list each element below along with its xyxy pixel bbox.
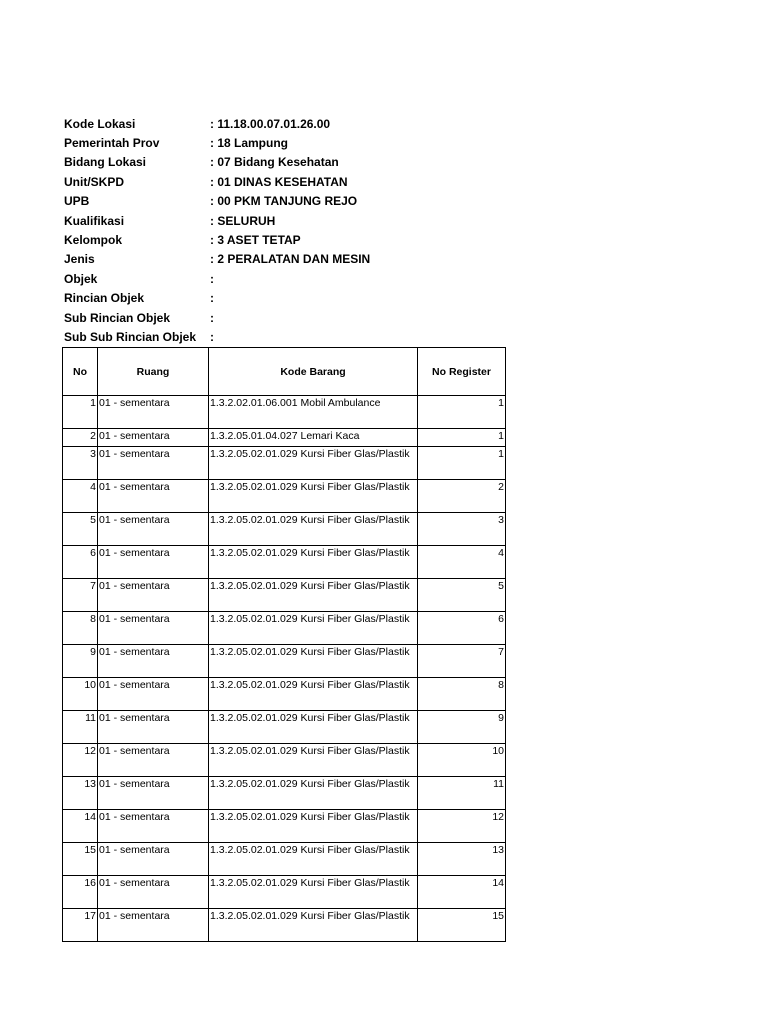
table-row (63, 447, 506, 480)
cell-kode-barang: 1.3.2.05.02.01.029 Kursi Fiber Glas/Plastik (209, 744, 418, 777)
info-row-kelompok (64, 230, 370, 249)
cell-no: 5 (63, 513, 98, 546)
info-value: : 01 DINAS KESEHATAN (210, 174, 348, 189)
cell-ruang: 01 - sementara (98, 480, 209, 513)
table-row (63, 876, 506, 909)
cell-no: 2 (63, 429, 98, 447)
cell-kode-barang: 1.3.2.05.02.01.029 Kursi Fiber Glas/Plastik (209, 777, 418, 810)
table-row (63, 777, 506, 810)
info-row-sub-rincian-objek (64, 308, 370, 327)
cell-no: 4 (63, 480, 98, 513)
cell-ruang: 01 - sementara (98, 579, 209, 612)
cell-kode-barang: 1.3.2.05.02.01.029 Kursi Fiber Glas/Plastik (209, 645, 418, 678)
table-row (63, 579, 506, 612)
cell-ruang: 01 - sementara (98, 909, 209, 942)
table-row (63, 612, 506, 645)
table-row (63, 810, 506, 843)
info-value: : (210, 310, 214, 325)
cell-no: 17 (63, 909, 98, 942)
cell-no: 14 (63, 810, 98, 843)
table-row (63, 711, 506, 744)
column-header-no-register: No Register (418, 348, 506, 396)
cell-no-register: 1 (418, 429, 506, 447)
table-row (63, 480, 506, 513)
cell-kode-barang: 1.3.2.05.02.01.029 Kursi Fiber Glas/Plastik (209, 678, 418, 711)
cell-no: 1 (63, 396, 98, 429)
table-row (63, 744, 506, 777)
info-label: Unit/SKPD (64, 174, 124, 189)
info-row-objek (64, 269, 370, 288)
info-label: Bidang Lokasi (64, 155, 147, 170)
cell-kode-barang: 1.3.2.05.02.01.029 Kursi Fiber Glas/Plastik (209, 711, 418, 744)
cell-kode-barang: 1.3.2.05.02.01.029 Kursi Fiber Glas/Plastik (209, 909, 418, 942)
info-label: Kualifikasi (64, 213, 125, 228)
cell-no: 13 (63, 777, 98, 810)
cell-kode-barang: 1.3.2.05.02.01.029 Kursi Fiber Glas/Plastik (209, 810, 418, 843)
cell-no: 7 (63, 579, 98, 612)
table-row (63, 909, 506, 942)
table-row (63, 429, 506, 447)
info-label: Objek (64, 271, 98, 286)
info-label: Kode Lokasi (64, 116, 136, 131)
cell-ruang: 01 - sementara (98, 711, 209, 744)
cell-no-register: 13 (418, 843, 506, 876)
cell-kode-barang: 1.3.2.05.02.01.029 Kursi Fiber Glas/Plastik (209, 447, 418, 480)
cell-kode-barang: 1.3.2.05.02.01.029 Kursi Fiber Glas/Plastik (209, 612, 418, 645)
cell-no: 16 (63, 876, 98, 909)
info-value: : 18 Lampung (210, 136, 289, 151)
info-row-bidang-lokasi (64, 153, 370, 172)
info-label: Kelompok (64, 233, 123, 248)
cell-kode-barang: 1.3.2.02.01.06.001 Mobil Ambulance (209, 396, 418, 429)
info-row-rincian-objek (64, 289, 370, 308)
cell-no-register: 3 (418, 513, 506, 546)
cell-no-register: 8 (418, 678, 506, 711)
cell-no: 10 (63, 678, 98, 711)
cell-no: 3 (63, 447, 98, 480)
cell-kode-barang: 1.3.2.05.02.01.029 Kursi Fiber Glas/Plastik (209, 876, 418, 909)
cell-ruang: 01 - sementara (98, 546, 209, 579)
cell-ruang: 01 - sementara (98, 645, 209, 678)
info-value: : 2 PERALATAN DAN MESIN (210, 252, 371, 267)
info-row-unit-skpd (64, 172, 370, 191)
info-label: Sub Rincian Objek (64, 310, 171, 325)
cell-ruang: 01 - sementara (98, 810, 209, 843)
cell-kode-barang: 1.3.2.05.02.01.029 Kursi Fiber Glas/Plastik (209, 546, 418, 579)
table-row (63, 396, 506, 429)
table-row (63, 678, 506, 711)
cell-no: 6 (63, 546, 98, 579)
info-value: : SELURUH (210, 213, 276, 228)
table-row (63, 513, 506, 546)
cell-no-register: 6 (418, 612, 506, 645)
cell-no: 9 (63, 645, 98, 678)
info-row-sub-sub-rincian-objek (64, 327, 370, 346)
table-row (63, 843, 506, 876)
cell-no-register: 15 (418, 909, 506, 942)
cell-no-register: 9 (418, 711, 506, 744)
info-value: : (210, 291, 214, 306)
info-value: : 00 PKM TANJUNG REJO (210, 194, 358, 209)
cell-ruang: 01 - sementara (98, 396, 209, 429)
cell-no-register: 4 (418, 546, 506, 579)
table-row (63, 645, 506, 678)
info-value: : 3 ASET TETAP (210, 233, 301, 248)
cell-ruang: 01 - sementara (98, 843, 209, 876)
info-label: Sub Sub Rincian Objek (64, 329, 197, 344)
cell-ruang: 01 - sementara (98, 744, 209, 777)
cell-ruang: 01 - sementara (98, 429, 209, 447)
cell-kode-barang: 1.3.2.05.02.01.029 Kursi Fiber Glas/Plastik (209, 843, 418, 876)
inventory-table (62, 347, 506, 942)
table-row (63, 546, 506, 579)
cell-no: 11 (63, 711, 98, 744)
column-header-ruang: Ruang (98, 348, 209, 396)
column-header-no: No (63, 348, 98, 396)
cell-no-register: 14 (418, 876, 506, 909)
info-value: : (210, 271, 214, 286)
cell-no-register: 1 (418, 396, 506, 429)
info-label: UPB (64, 194, 90, 209)
info-row-pemerintah-prov (64, 133, 370, 152)
cell-ruang: 01 - sementara (98, 777, 209, 810)
info-row-kualifikasi (64, 211, 370, 230)
info-row-jenis (64, 250, 370, 269)
cell-no: 8 (63, 612, 98, 645)
cell-no-register: 1 (418, 447, 506, 480)
column-header-kode-barang: Kode Barang (209, 348, 418, 396)
cell-no: 12 (63, 744, 98, 777)
cell-kode-barang: 1.3.2.05.02.01.029 Kursi Fiber Glas/Plastik (209, 579, 418, 612)
cell-no-register: 12 (418, 810, 506, 843)
cell-no-register: 5 (418, 579, 506, 612)
info-label: Rincian Objek (64, 291, 145, 306)
cell-ruang: 01 - sementara (98, 678, 209, 711)
cell-no-register: 2 (418, 480, 506, 513)
cell-no: 15 (63, 843, 98, 876)
cell-kode-barang: 1.3.2.05.02.01.029 Kursi Fiber Glas/Plastik (209, 480, 418, 513)
cell-ruang: 01 - sementara (98, 876, 209, 909)
cell-ruang: 01 - sementara (98, 513, 209, 546)
info-label: Pemerintah Prov (64, 136, 160, 151)
info-label: Jenis (64, 252, 95, 267)
info-value: : (210, 329, 214, 344)
cell-ruang: 01 - sementara (98, 612, 209, 645)
table-header-row (63, 348, 506, 396)
cell-kode-barang: 1.3.2.05.01.04.027 Lemari Kaca (209, 429, 418, 447)
cell-no-register: 7 (418, 645, 506, 678)
cell-kode-barang: 1.3.2.05.02.01.029 Kursi Fiber Glas/Plastik (209, 513, 418, 546)
info-row-upb (64, 192, 370, 211)
cell-no-register: 10 (418, 744, 506, 777)
cell-ruang: 01 - sementara (98, 447, 209, 480)
document-header-info (64, 114, 370, 347)
info-value: : 11.18.00.07.01.26.00 (210, 116, 331, 131)
info-row-kode-lokasi (64, 114, 370, 133)
cell-no-register: 11 (418, 777, 506, 810)
info-value: : 07 Bidang Kesehatan (210, 155, 339, 170)
